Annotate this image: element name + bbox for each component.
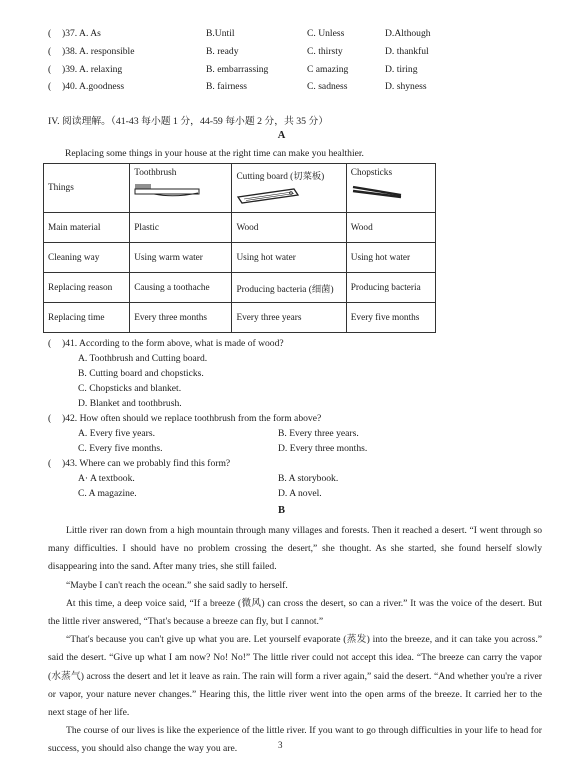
table-cell: Using hot water [346, 243, 435, 273]
table-cell: Every three months [130, 303, 232, 333]
passage-a-letter: A [277, 130, 286, 141]
passage-b-letter: B [277, 505, 285, 516]
table-row [44, 213, 436, 243]
question-option: B. Cutting board and chopsticks. [78, 368, 204, 379]
table-row [44, 303, 436, 333]
option-b: B.Until [206, 28, 235, 39]
answer-paren: ( [48, 338, 52, 349]
table-cell: Producing bacteria (细菌) [232, 273, 346, 303]
question-option: C. Chopsticks and blanket. [78, 383, 182, 394]
table-cell: Using warm water [130, 243, 232, 273]
question-option: D. A novel. [278, 488, 322, 499]
option-b: B. embarrassing [206, 64, 269, 75]
question-option: C. A magazine. [78, 488, 137, 499]
option-c: C. sadness [307, 81, 348, 92]
option-c: C. thirsty [307, 46, 343, 57]
question-option: A. Every five years. [78, 428, 155, 439]
table-cell: Wood [232, 213, 346, 243]
option-d: D. thankful [385, 46, 429, 57]
header-cutting-board: Cutting board (切菜板) [236, 172, 325, 182]
question-option: A· A textbook. [78, 473, 135, 484]
paragraph: At this time, a deep voice said, “If a breeze (微风) can cross the desert, so can a river.” It was the voice of the desert. But the little river answered, “That's because a breeze can fly, but I cannot.” [48, 597, 542, 628]
table-cell: Replacing time [44, 303, 130, 333]
question-option: D. Blanket and toothbrush. [78, 398, 182, 409]
cutting-board-icon [236, 187, 341, 205]
answer-paren: ( [48, 46, 52, 57]
paragraph: Little river ran down from a high mountain through many villages and forests. Then it reached a desert. “I went through so many difficulties. I should have no problem crossing the desert,” she thought. As she started, she found herself slowly disappearing into the sand. After many tries, she still failed. [48, 525, 542, 573]
question-stem: )41. According to the form above, what is made of wood? [62, 338, 284, 349]
question-option: C. Every five months. [78, 443, 163, 454]
option-a: )40. A.goodness [62, 81, 125, 92]
table-cell: Wood [346, 213, 435, 243]
option-a: )38. A. responsible [62, 46, 135, 57]
answer-paren: ( [48, 413, 52, 424]
header-toothbrush: Toothbrush [134, 168, 177, 178]
option-b: B. ready [206, 46, 239, 57]
table-header-cell [232, 164, 346, 213]
paragraph: “That's because you can't give up what you are. Let yourself evaporate (蒸发) into the breeze, and it can take you across.” said the desert. “Give up what I am now? No! No!” The little river could not accept this idea. “The breeze can carry the vapor (水蒸气) across the desert and let it leave as rain. The rain will form a river again,” said the desert. “And whether you're a river or vapor, your nature never changes.” Hearing this, the little river went into the open arms of the breeze. It carried her to the next stage of her life. [48, 634, 542, 719]
question-option: A. Toothbrush and Cutting board. [78, 353, 208, 364]
table-header-cell: Things [44, 164, 130, 213]
page-number: 3 [278, 740, 283, 750]
passage-b-text [48, 522, 542, 759]
answer-paren: ( [48, 458, 52, 469]
table-header-cell [130, 164, 232, 213]
table-cell: Every five months [346, 303, 435, 333]
option-d: D. shyness [385, 81, 427, 92]
question-stem: )42. How often should we replace toothbrush from the form above? [62, 413, 322, 424]
option-a: )37. A. As [62, 28, 101, 39]
question-option: D. Every three months. [278, 443, 368, 454]
option-c: C. Unless [307, 28, 345, 39]
table-cell: Cleaning way [44, 243, 130, 273]
table-header-cell [346, 164, 435, 213]
option-d: D. tiring [385, 64, 418, 75]
answer-paren: ( [48, 64, 52, 75]
option-c: C amazing [307, 64, 349, 75]
question-option: B. A storybook. [278, 473, 339, 484]
chopsticks-icon [351, 183, 431, 199]
table-cell: Replacing reason [44, 273, 130, 303]
table-header-row [44, 164, 436, 213]
question-option: B. Every three years. [278, 428, 359, 439]
passage-a-intro: Replacing some things in your house at the right time can make you healthier. [65, 148, 364, 159]
table-cell: Producing bacteria [346, 273, 435, 303]
table-cell: Using hot water [232, 243, 346, 273]
table-cell: Causing a toothache [130, 273, 232, 303]
header-chopsticks: Chopsticks [350, 168, 393, 178]
table-cell: Main material [44, 213, 130, 243]
answer-paren: ( [48, 28, 52, 39]
replacement-table [43, 163, 436, 333]
paragraph: The course of our lives is like the experience of the little river. If you want to go through difficulties in your life to head for success, you should also change the way you are. [48, 725, 542, 755]
section-heading: IV. 阅读理解。（41-43 每小题 1 分，44-59 每小题 2 分，共 35 分） [48, 116, 329, 127]
table-row [44, 273, 436, 303]
option-a: )39. A. relaxing [62, 64, 123, 75]
option-d: D.Although [385, 28, 431, 39]
option-b: B. fairness [206, 81, 248, 92]
toothbrush-icon [134, 183, 227, 199]
question-stem: )43. Where can we probably find this form? [62, 458, 231, 469]
table-cell: Every three years [232, 303, 346, 333]
paragraph: “Maybe I can't reach the ocean.” she said sadly to herself. [66, 579, 288, 591]
answer-paren: ( [48, 81, 52, 92]
table-cell: Plastic [130, 213, 232, 243]
table-row [44, 243, 436, 273]
